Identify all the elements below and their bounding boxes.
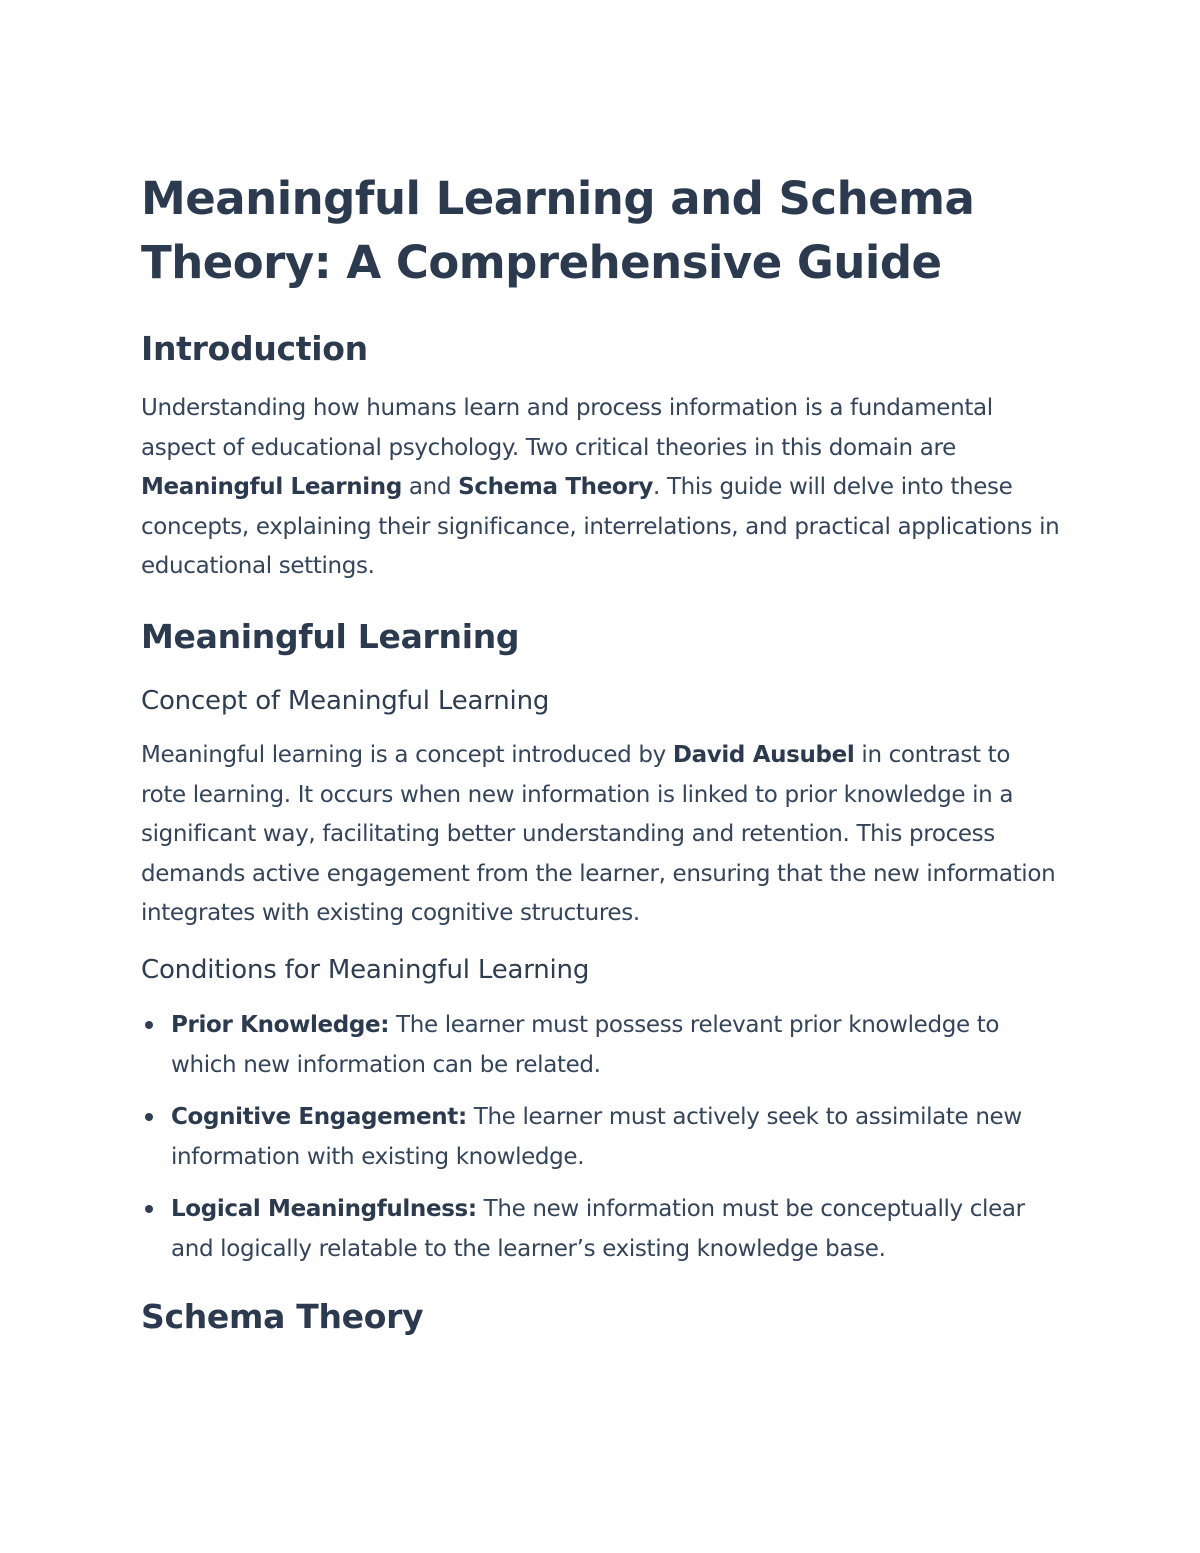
bullet-icon [145,1205,153,1213]
introduction-heading: Introduction [141,329,368,368]
introduction-paragraph [141,389,1060,587]
list-item-text: The learner must possess relevant prior knowledge to which new information can be related. [171,1011,1000,1078]
meaningful-learning-heading: Meaningful Learning [141,616,520,656]
list-item [141,1190,1060,1269]
concept-bold-ausubel: David Ausubel [672,741,855,768]
schema-theory-heading: Schema Theory [141,1296,424,1336]
intro-text-3: . This guide will delve into these concepts, explaining their significance, interrelations, and practical applications in educational settings. [141,474,1060,580]
concept-paragraph [141,736,1060,934]
list-item-term: Logical Meaningfulness: [171,1196,477,1223]
list-item [141,1098,1060,1177]
intro-bold-schema-theory: Schema Theory [458,474,654,501]
list-item [141,1006,1060,1085]
bullet-icon [145,1113,153,1121]
intro-text-1: Understanding how humans learn and process information is a fundamental aspect of educational psychology. Two critical theories in this domain are [141,395,993,461]
conditions-list [141,1006,1060,1270]
intro-bold-meaningful-learning: Meaningful Learning [141,474,402,501]
concept-text-1: Meaningful learning is a concept introduced by [141,741,673,768]
list-item-text: The new information must be conceptually clear and logically relatable to the learner’s existing knowledge base. [171,1196,1025,1262]
intro-text-2: and [401,474,459,501]
bullet-icon [145,1021,153,1029]
concept-text-2: in contrast to rote learning. It occurs when new information is linked to prior knowledge in a significant way, facilitating better understanding and retention. This process demands active engagement from the learner, ensuring that the new information integrates with existing cognitive structures. [141,741,1056,927]
list-item-term: Prior Knowledge: [171,1011,390,1038]
document-title: Meaningful Learning and Schema Theory: A Comprehensive Guide [141,172,975,289]
conditions-heading: Conditions for Meaningful Learning [141,954,590,985]
list-item-term: Cognitive Engagement: [171,1104,467,1131]
concept-heading: Concept of Meaningful Learning [141,685,550,716]
list-item-text: The learner must actively seek to assimilate new information with existing knowledge. [171,1104,1022,1170]
